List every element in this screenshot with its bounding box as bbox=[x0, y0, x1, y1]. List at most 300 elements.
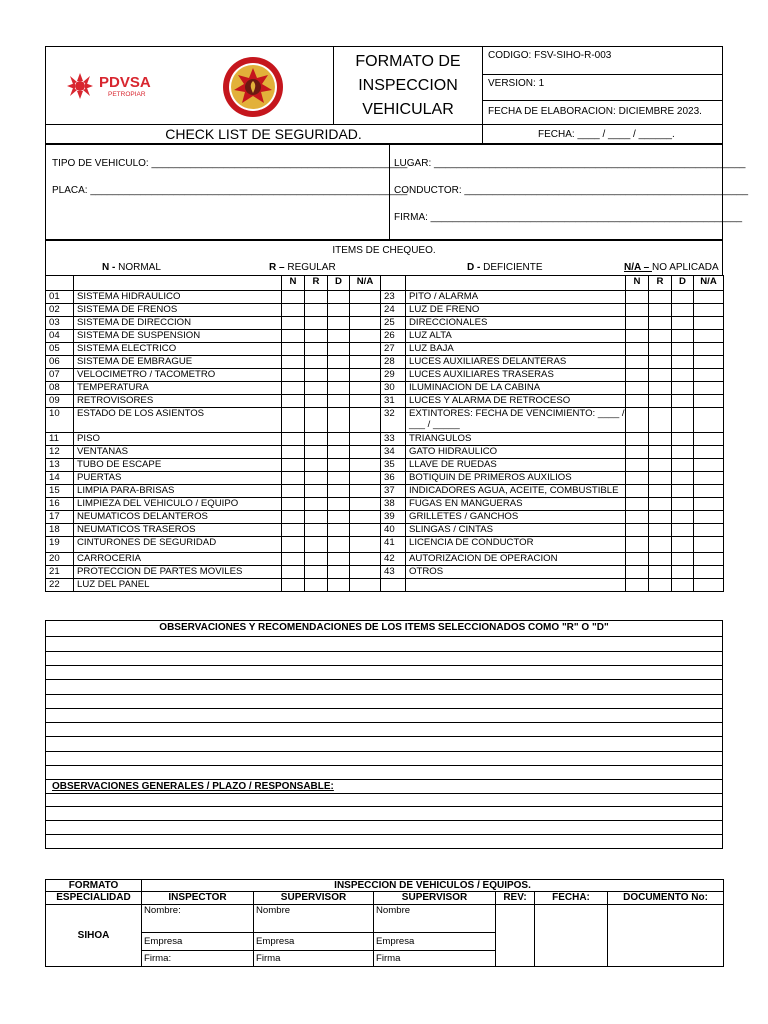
check-cell[interactable] bbox=[672, 459, 694, 472]
supervisor-nombre-field[interactable]: Nombre bbox=[374, 905, 496, 933]
check-cell[interactable] bbox=[305, 524, 328, 537]
check-cell[interactable] bbox=[672, 498, 694, 511]
check-cell[interactable] bbox=[328, 459, 350, 472]
check-cell[interactable] bbox=[350, 433, 381, 446]
check-cell[interactable] bbox=[282, 485, 305, 498]
supervisor-firma-field[interactable]: Firma bbox=[374, 951, 496, 967]
table-row bbox=[46, 537, 724, 553]
check-cell[interactable] bbox=[649, 566, 672, 579]
check-cell[interactable] bbox=[626, 498, 649, 511]
check-cell[interactable] bbox=[282, 472, 305, 485]
observation-line[interactable] bbox=[45, 665, 723, 666]
check-cell[interactable] bbox=[694, 511, 724, 524]
inspector-nombre-field[interactable]: Nombre: bbox=[142, 905, 254, 933]
check-cell[interactable] bbox=[305, 472, 328, 485]
check-cell[interactable] bbox=[305, 369, 328, 382]
check-cell[interactable] bbox=[649, 579, 672, 592]
check-cell[interactable] bbox=[672, 330, 694, 343]
table-row bbox=[46, 485, 724, 498]
check-cell[interactable] bbox=[282, 511, 305, 524]
supervisor-nombre-field[interactable]: Nombre bbox=[254, 905, 374, 933]
check-cell[interactable] bbox=[649, 330, 672, 343]
firma-field[interactable]: FIRMA: ________________________________________________________ bbox=[394, 212, 743, 223]
check-cell[interactable] bbox=[626, 369, 649, 382]
check-cell[interactable] bbox=[350, 566, 381, 579]
observation-line[interactable] bbox=[45, 694, 723, 695]
check-cell[interactable] bbox=[328, 304, 350, 317]
check-cell[interactable] bbox=[694, 472, 724, 485]
fecha-value[interactable] bbox=[535, 905, 608, 967]
check-cell[interactable] bbox=[328, 537, 350, 553]
item-number: 39 bbox=[381, 511, 406, 524]
observation-line[interactable] bbox=[45, 651, 723, 652]
check-cell[interactable] bbox=[305, 511, 328, 524]
check-cell[interactable] bbox=[649, 317, 672, 330]
check-cell[interactable] bbox=[672, 553, 694, 566]
item-number: 03 bbox=[46, 317, 74, 330]
item-number: 16 bbox=[46, 498, 74, 511]
check-cell[interactable] bbox=[282, 537, 305, 553]
check-cell[interactable] bbox=[649, 433, 672, 446]
check-cell[interactable] bbox=[694, 330, 724, 343]
check-cell[interactable] bbox=[672, 511, 694, 524]
check-cell[interactable] bbox=[350, 553, 381, 566]
check-cell[interactable] bbox=[626, 395, 649, 408]
item-number bbox=[381, 579, 406, 592]
observation-line[interactable] bbox=[45, 820, 723, 821]
check-cell[interactable] bbox=[305, 395, 328, 408]
check-cell[interactable] bbox=[282, 395, 305, 408]
supervisor-label: SUPERVISOR bbox=[374, 892, 496, 905]
check-cell[interactable] bbox=[328, 395, 350, 408]
item-label: NEUMATICOS TRASEROS bbox=[74, 524, 282, 537]
check-cell[interactable] bbox=[282, 524, 305, 537]
check-cell[interactable] bbox=[694, 446, 724, 459]
conductor-field[interactable]: CONDUCTOR: ___________________________________________________ bbox=[394, 185, 749, 196]
item-label: BOTIQUIN DE PRIMEROS AUXILIOS bbox=[406, 472, 626, 485]
check-cell[interactable] bbox=[282, 498, 305, 511]
table-row bbox=[46, 395, 724, 408]
legend-no-aplicada: N/A – NO APLICADA bbox=[624, 262, 719, 273]
check-cell[interactable] bbox=[626, 566, 649, 579]
form-title-line-1: FORMATO DE bbox=[355, 53, 461, 70]
check-cell[interactable] bbox=[305, 553, 328, 566]
check-cell[interactable] bbox=[626, 524, 649, 537]
col-na: N/A bbox=[694, 276, 724, 291]
documento-label: DOCUMENTO No: bbox=[608, 892, 724, 905]
check-cell[interactable] bbox=[694, 382, 724, 395]
item-label: TUBO DE ESCAPE bbox=[74, 459, 282, 472]
fecha-label: FECHA: bbox=[535, 892, 608, 905]
check-cell[interactable] bbox=[328, 485, 350, 498]
item-label: PROTECCION DE PARTES MOVILES bbox=[74, 566, 282, 579]
header-divider bbox=[482, 74, 723, 75]
lugar-field[interactable]: LUGAR: ________________________________________________________ bbox=[394, 158, 746, 169]
tipo-vehiculo-field[interactable]: TIPO DE VEHICULO: ______________________________________________ bbox=[52, 158, 408, 169]
check-cell[interactable] bbox=[282, 291, 305, 304]
observation-line[interactable] bbox=[45, 636, 723, 637]
check-cell[interactable] bbox=[649, 524, 672, 537]
firefighter-badge bbox=[222, 56, 284, 118]
pdvsa-logo-sub: PETROPIAR bbox=[108, 91, 146, 98]
table-row bbox=[46, 317, 724, 330]
check-cell[interactable] bbox=[649, 553, 672, 566]
check-cell[interactable] bbox=[282, 330, 305, 343]
item-number: 37 bbox=[381, 485, 406, 498]
item-label: SISTEMA HIDRAULICO bbox=[74, 291, 282, 304]
check-cell[interactable] bbox=[305, 498, 328, 511]
check-cell[interactable] bbox=[282, 317, 305, 330]
item-number: 41 bbox=[381, 537, 406, 553]
check-cell[interactable] bbox=[694, 433, 724, 446]
check-cell[interactable] bbox=[672, 433, 694, 446]
check-cell[interactable] bbox=[328, 524, 350, 537]
check-cell[interactable] bbox=[626, 511, 649, 524]
items-table bbox=[45, 275, 724, 592]
check-cell[interactable] bbox=[350, 498, 381, 511]
check-cell[interactable] bbox=[305, 343, 328, 356]
check-cell[interactable] bbox=[672, 524, 694, 537]
check-cell[interactable] bbox=[328, 330, 350, 343]
item-label: LUCES Y ALARMA DE RETROCESO bbox=[406, 395, 626, 408]
check-cell[interactable] bbox=[350, 459, 381, 472]
check-cell[interactable] bbox=[282, 343, 305, 356]
check-cell[interactable] bbox=[282, 408, 305, 433]
check-cell[interactable] bbox=[626, 356, 649, 369]
item-label: VELOCIMETRO / TACOMETRO bbox=[74, 369, 282, 382]
check-cell[interactable] bbox=[626, 537, 649, 553]
item-label: PISO bbox=[74, 433, 282, 446]
check-cell[interactable] bbox=[350, 446, 381, 459]
item-number: 11 bbox=[46, 433, 74, 446]
observation-line[interactable] bbox=[45, 708, 723, 709]
check-cell[interactable] bbox=[649, 369, 672, 382]
check-cell[interactable] bbox=[350, 472, 381, 485]
check-cell[interactable] bbox=[672, 369, 694, 382]
observation-line[interactable] bbox=[45, 751, 723, 752]
formato-label: FORMATO bbox=[46, 880, 142, 892]
check-cell[interactable] bbox=[694, 343, 724, 356]
check-cell[interactable] bbox=[328, 343, 350, 356]
check-cell[interactable] bbox=[649, 395, 672, 408]
check-cell[interactable] bbox=[305, 291, 328, 304]
check-cell[interactable] bbox=[649, 304, 672, 317]
check-cell[interactable] bbox=[350, 356, 381, 369]
supervisor-firma-field[interactable]: Firma bbox=[254, 951, 374, 967]
check-cell[interactable] bbox=[649, 382, 672, 395]
check-cell[interactable] bbox=[649, 356, 672, 369]
checklist-title: CHECK LIST DE SEGURIDAD. bbox=[165, 126, 362, 142]
check-cell[interactable] bbox=[626, 408, 649, 433]
item-label: SLINGAS / CINTAS bbox=[406, 524, 626, 537]
check-cell[interactable] bbox=[350, 291, 381, 304]
item-number: 32 bbox=[381, 408, 406, 433]
item-label: OTROS bbox=[406, 566, 626, 579]
check-cell[interactable] bbox=[350, 524, 381, 537]
observation-line[interactable] bbox=[45, 722, 723, 723]
check-cell[interactable] bbox=[626, 433, 649, 446]
check-cell[interactable] bbox=[350, 395, 381, 408]
check-cell[interactable] bbox=[305, 408, 328, 433]
item-number: 29 bbox=[381, 369, 406, 382]
observaciones-box bbox=[45, 620, 723, 849]
item-label: PITO / ALARMA bbox=[406, 291, 626, 304]
check-cell[interactable] bbox=[328, 579, 350, 592]
check-cell[interactable] bbox=[649, 511, 672, 524]
col-d: D bbox=[328, 276, 350, 291]
check-cell[interactable] bbox=[626, 446, 649, 459]
check-cell[interactable] bbox=[328, 291, 350, 304]
item-number: 04 bbox=[46, 330, 74, 343]
check-cell[interactable] bbox=[350, 330, 381, 343]
item-number: 01 bbox=[46, 291, 74, 304]
check-cell[interactable] bbox=[328, 382, 350, 395]
items-column-header bbox=[46, 276, 724, 291]
check-cell[interactable] bbox=[305, 446, 328, 459]
check-cell[interactable] bbox=[672, 485, 694, 498]
check-cell[interactable] bbox=[694, 459, 724, 472]
check-cell[interactable] bbox=[328, 511, 350, 524]
check-cell[interactable] bbox=[350, 485, 381, 498]
item-number: 23 bbox=[381, 291, 406, 304]
check-cell[interactable] bbox=[350, 304, 381, 317]
check-cell[interactable] bbox=[694, 498, 724, 511]
check-cell[interactable] bbox=[649, 537, 672, 553]
check-cell[interactable] bbox=[694, 317, 724, 330]
check-cell[interactable] bbox=[626, 553, 649, 566]
check-cell[interactable] bbox=[694, 408, 724, 433]
check-cell[interactable] bbox=[672, 395, 694, 408]
check-cell[interactable] bbox=[305, 382, 328, 395]
table-row bbox=[46, 369, 724, 382]
check-cell[interactable] bbox=[328, 369, 350, 382]
table-row bbox=[46, 408, 724, 433]
item-label: LUZ DE FRENO bbox=[406, 304, 626, 317]
check-cell[interactable] bbox=[672, 304, 694, 317]
item-number: 38 bbox=[381, 498, 406, 511]
item-number: 26 bbox=[381, 330, 406, 343]
item-number: 22 bbox=[46, 579, 74, 592]
check-cell[interactable] bbox=[626, 317, 649, 330]
observation-line[interactable] bbox=[45, 736, 723, 737]
check-cell[interactable] bbox=[672, 317, 694, 330]
check-cell[interactable] bbox=[328, 433, 350, 446]
check-cell[interactable] bbox=[672, 343, 694, 356]
row-divider bbox=[482, 124, 483, 144]
inspector-empresa-field[interactable]: Empresa bbox=[142, 933, 254, 951]
table-row bbox=[46, 566, 724, 579]
formato-value: INSPECCION DE VEHICULOS / EQUIPOS. bbox=[142, 880, 724, 892]
observation-line[interactable] bbox=[45, 765, 723, 766]
item-number: 21 bbox=[46, 566, 74, 579]
observation-line[interactable] bbox=[45, 779, 723, 780]
inspector-firma-field[interactable]: Firma: bbox=[142, 951, 254, 967]
check-cell[interactable] bbox=[694, 291, 724, 304]
check-cell[interactable] bbox=[305, 579, 328, 592]
check-cell[interactable] bbox=[305, 304, 328, 317]
check-cell[interactable] bbox=[305, 566, 328, 579]
check-cell[interactable] bbox=[672, 446, 694, 459]
check-cell[interactable] bbox=[282, 304, 305, 317]
check-cell[interactable] bbox=[282, 356, 305, 369]
item-number: 28 bbox=[381, 356, 406, 369]
item-number: 27 bbox=[381, 343, 406, 356]
check-cell[interactable] bbox=[672, 356, 694, 369]
check-cell[interactable] bbox=[305, 537, 328, 553]
check-cell[interactable] bbox=[626, 459, 649, 472]
check-cell[interactable] bbox=[672, 291, 694, 304]
check-cell[interactable] bbox=[694, 485, 724, 498]
check-cell[interactable] bbox=[626, 343, 649, 356]
item-label: NEUMATICOS DELANTEROS bbox=[74, 511, 282, 524]
check-cell[interactable] bbox=[626, 304, 649, 317]
item-label: LUZ DEL PANEL bbox=[74, 579, 282, 592]
check-cell[interactable] bbox=[305, 317, 328, 330]
item-number: 12 bbox=[46, 446, 74, 459]
col-n: N bbox=[282, 276, 305, 291]
item-number: 19 bbox=[46, 537, 74, 553]
table-row bbox=[46, 511, 724, 524]
check-cell[interactable] bbox=[328, 408, 350, 433]
item-label: RETROVISORES bbox=[74, 395, 282, 408]
items-title: ITEMS DE CHEQUEO. bbox=[332, 245, 436, 256]
check-cell[interactable] bbox=[694, 537, 724, 553]
check-cell[interactable] bbox=[649, 459, 672, 472]
item-number: 40 bbox=[381, 524, 406, 537]
check-cell[interactable] bbox=[328, 566, 350, 579]
check-cell[interactable] bbox=[649, 485, 672, 498]
check-cell[interactable] bbox=[282, 579, 305, 592]
check-cell[interactable] bbox=[328, 446, 350, 459]
check-cell[interactable] bbox=[672, 537, 694, 553]
check-cell[interactable] bbox=[328, 553, 350, 566]
check-cell[interactable] bbox=[282, 433, 305, 446]
observation-line[interactable] bbox=[45, 793, 723, 794]
check-cell[interactable] bbox=[282, 566, 305, 579]
item-number: 08 bbox=[46, 382, 74, 395]
check-cell[interactable] bbox=[694, 553, 724, 566]
check-cell[interactable] bbox=[350, 537, 381, 553]
check-cell[interactable] bbox=[694, 524, 724, 537]
check-cell[interactable] bbox=[694, 579, 724, 592]
check-cell[interactable] bbox=[305, 485, 328, 498]
check-cell[interactable] bbox=[282, 459, 305, 472]
check-cell[interactable] bbox=[626, 330, 649, 343]
check-cell[interactable] bbox=[282, 369, 305, 382]
check-cell[interactable] bbox=[350, 317, 381, 330]
check-cell[interactable] bbox=[350, 579, 381, 592]
check-cell[interactable] bbox=[649, 472, 672, 485]
check-cell[interactable] bbox=[282, 382, 305, 395]
item-number: 17 bbox=[46, 511, 74, 524]
check-cell[interactable] bbox=[305, 330, 328, 343]
check-cell[interactable] bbox=[282, 446, 305, 459]
item-number: 43 bbox=[381, 566, 406, 579]
item-label: LUCES AUXILIARES DELANTERAS bbox=[406, 356, 626, 369]
item-label: CARROCERIA bbox=[74, 553, 282, 566]
check-cell[interactable] bbox=[328, 498, 350, 511]
check-cell[interactable] bbox=[350, 343, 381, 356]
supervisor-empresa-field[interactable]: Empresa bbox=[254, 933, 374, 951]
check-cell[interactable] bbox=[649, 446, 672, 459]
col-n: N bbox=[626, 276, 649, 291]
table-row bbox=[46, 459, 724, 472]
check-cell[interactable] bbox=[694, 566, 724, 579]
header-divider bbox=[482, 100, 723, 101]
check-cell[interactable] bbox=[350, 382, 381, 395]
item-label: SISTEMA DE DIRECCION bbox=[74, 317, 282, 330]
check-cell[interactable] bbox=[649, 291, 672, 304]
item-label: ESTADO DE LOS ASIENTOS bbox=[74, 408, 282, 433]
col-r: R bbox=[649, 276, 672, 291]
check-cell[interactable] bbox=[626, 485, 649, 498]
check-cell[interactable] bbox=[626, 579, 649, 592]
check-cell[interactable] bbox=[282, 553, 305, 566]
observation-line[interactable] bbox=[45, 679, 723, 680]
check-cell[interactable] bbox=[328, 472, 350, 485]
check-cell[interactable] bbox=[626, 472, 649, 485]
item-label: CINTURONES DE SEGURIDAD bbox=[74, 537, 282, 553]
check-cell[interactable] bbox=[350, 511, 381, 524]
item-label: VENTANAS bbox=[74, 446, 282, 459]
check-cell[interactable] bbox=[328, 317, 350, 330]
item-number: 15 bbox=[46, 485, 74, 498]
item-label: DIRECCIONALES bbox=[406, 317, 626, 330]
check-cell[interactable] bbox=[672, 382, 694, 395]
check-cell[interactable] bbox=[305, 433, 328, 446]
check-cell[interactable] bbox=[626, 382, 649, 395]
item-number: 35 bbox=[381, 459, 406, 472]
check-cell[interactable] bbox=[328, 356, 350, 369]
item-number: 33 bbox=[381, 433, 406, 446]
check-cell[interactable] bbox=[350, 408, 381, 433]
check-cell[interactable] bbox=[305, 356, 328, 369]
check-cell[interactable] bbox=[694, 395, 724, 408]
placa-field[interactable]: PLACA: _________________________________________________________ bbox=[52, 185, 408, 196]
col-r: R bbox=[305, 276, 328, 291]
supervisor-empresa-field[interactable]: Empresa bbox=[374, 933, 496, 951]
rev-value[interactable] bbox=[496, 905, 535, 967]
form-title-line-2: INSPECCION bbox=[358, 77, 458, 94]
table-row bbox=[46, 343, 724, 356]
check-cell[interactable] bbox=[649, 408, 672, 433]
observation-line[interactable] bbox=[45, 834, 723, 835]
item-number: 31 bbox=[381, 395, 406, 408]
check-cell[interactable] bbox=[694, 304, 724, 317]
item-label: INDICADORES AGUA, ACEITE, COMBUSTIBLE bbox=[406, 485, 626, 498]
item-number: 25 bbox=[381, 317, 406, 330]
check-cell[interactable] bbox=[649, 498, 672, 511]
fecha-field[interactable]: FECHA: ____ / ____ / ______. bbox=[538, 129, 675, 140]
item-number: 05 bbox=[46, 343, 74, 356]
documento-value[interactable] bbox=[608, 905, 724, 967]
check-cell[interactable] bbox=[672, 566, 694, 579]
check-cell[interactable] bbox=[672, 472, 694, 485]
check-cell[interactable] bbox=[672, 579, 694, 592]
check-cell[interactable] bbox=[694, 369, 724, 382]
table-row bbox=[46, 330, 724, 343]
observation-line[interactable] bbox=[45, 806, 723, 807]
check-cell[interactable] bbox=[626, 291, 649, 304]
fecha-elaboracion-label: FECHA DE ELABORACION: DICIEMBRE 2023. bbox=[488, 106, 702, 117]
codigo-label: CODIGO: FSV-SIHO-R-003 bbox=[488, 50, 612, 61]
check-cell[interactable] bbox=[672, 408, 694, 433]
check-cell[interactable] bbox=[694, 356, 724, 369]
check-cell[interactable] bbox=[305, 459, 328, 472]
legend-normal: N - NORMAL bbox=[102, 262, 161, 273]
check-cell[interactable] bbox=[350, 369, 381, 382]
check-cell[interactable] bbox=[649, 343, 672, 356]
